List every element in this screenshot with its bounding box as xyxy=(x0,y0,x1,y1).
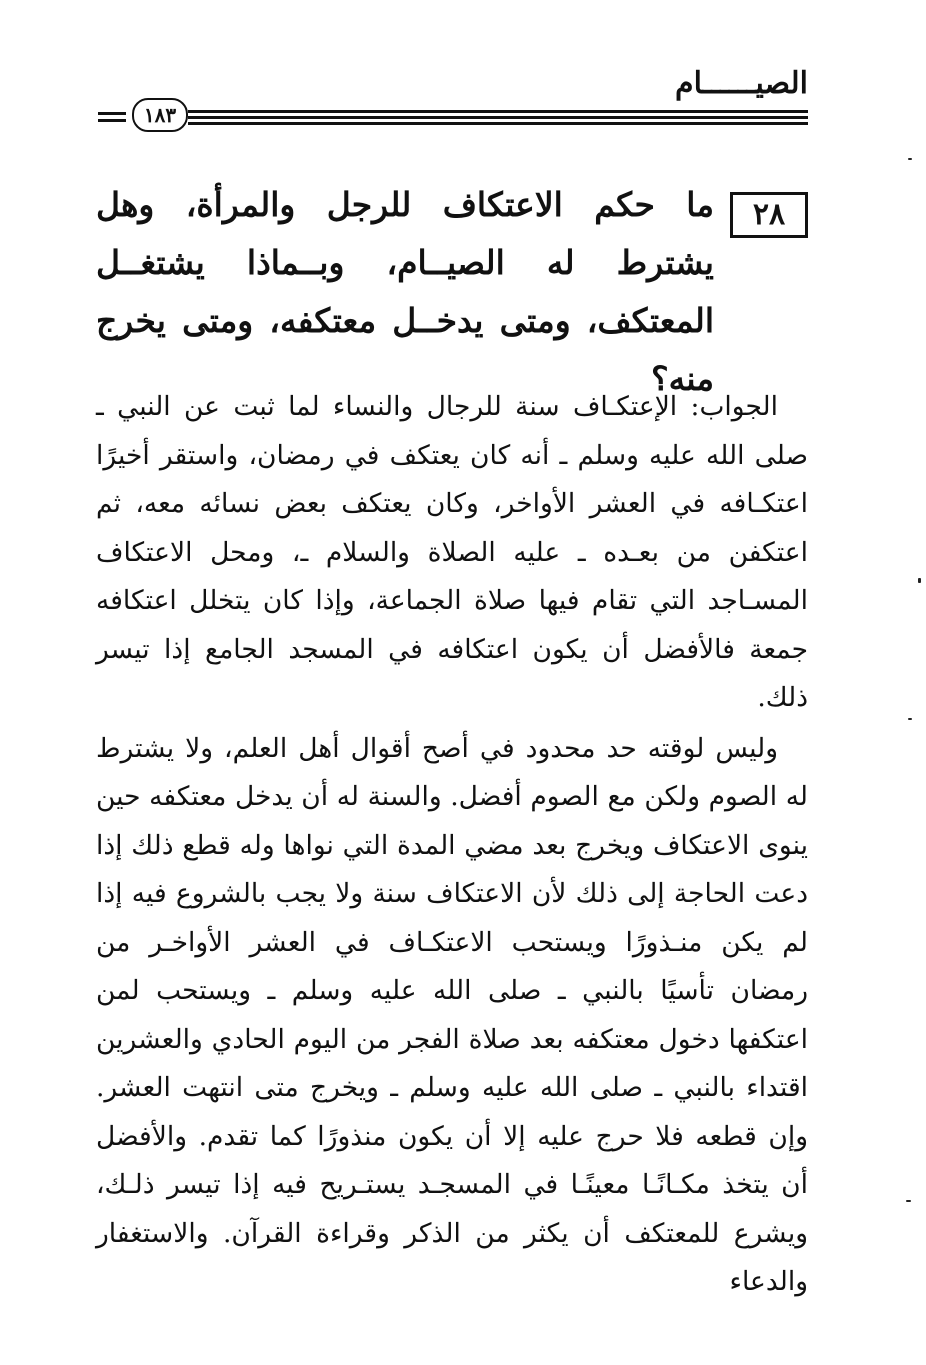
scan-speck xyxy=(908,718,912,720)
header-rule xyxy=(98,108,808,130)
answer-paragraph: الجواب: الإعتكـاف سنة للرجال والنساء لما ثبت عن النبي ـ صلى الله عليه وسلم ـ أنه كان يعتكف في رمضان، واستقر أخيرًا اعتكـافه في العشر الأواخر، وكان يعتكف بعض نسائه معه، ثم اعتكفن من بعـده ـ عليه الصلاة والسلام ـ، ومحل الاعتكاف المسـاجد التي تقام فيها صلاة الجماعة، وإذا كان يتخلل اعتكافه جمعة فالأفضل أن يكون اعتكافه في المسجد الجامع إذا تيسر ذلك. xyxy=(96,391,808,713)
page-number: ١٨٣ xyxy=(132,98,188,132)
question-text: ما حكم الاعتكاف للرجل والمرأة، وهل يشترط له الصيــام، وبــماذا يشتغــل المعتكف، ومتى يدخــل معتكفه، ومتى يخرج منه؟ xyxy=(96,185,714,398)
answer-body xyxy=(96,383,808,1307)
scan-speck xyxy=(908,158,912,160)
question-number-box: ٢٨ xyxy=(730,192,808,238)
answer-paragraph: وليس لوقته حد محدود في أصح أقوال أهل العلم، ولا يشترط له الصوم ولكن مع الصوم أفضل. والسنة له أن يدخل معتكفه حين ينوى الاعتكاف ويخرج بعد مضي المدة التي نواها وله قطع ذلك إذا دعت الحاجة إلى ذلك لأن الاعتكاف سنة ولا يجب بالشروع فيه إذا لم يكن منـذورًا ويستحب الاعتكـاف في العشر الأواخـر من رمضان تأسيًا بالنبي ـ صلى الله عليه وسلم ـ ويستحب لمن اعتكفها دخول معتكفه بعد صلاة الفجر من اليوم الحادي والعشرين اقتداء بالنبي ـ صلى الله عليه وسلم ـ ويخرج متى انتهت العشر. وإن قطعه فلا حرج عليه إلا أن يكون منذورًا كما تقدم. والأفضل أن يتخذ مكـانًـا معينًـا في المسجـد يستـريح فيه إذا تيسر ذلـك، ويشرع للمعتكف أن يكثر من الذكر وقراءة القرآن. والاستغفار والدعاء xyxy=(96,732,808,1297)
scan-speck xyxy=(918,578,921,583)
running-header-title: الصيــــــام xyxy=(675,66,808,101)
scan-speck xyxy=(906,1200,911,1202)
